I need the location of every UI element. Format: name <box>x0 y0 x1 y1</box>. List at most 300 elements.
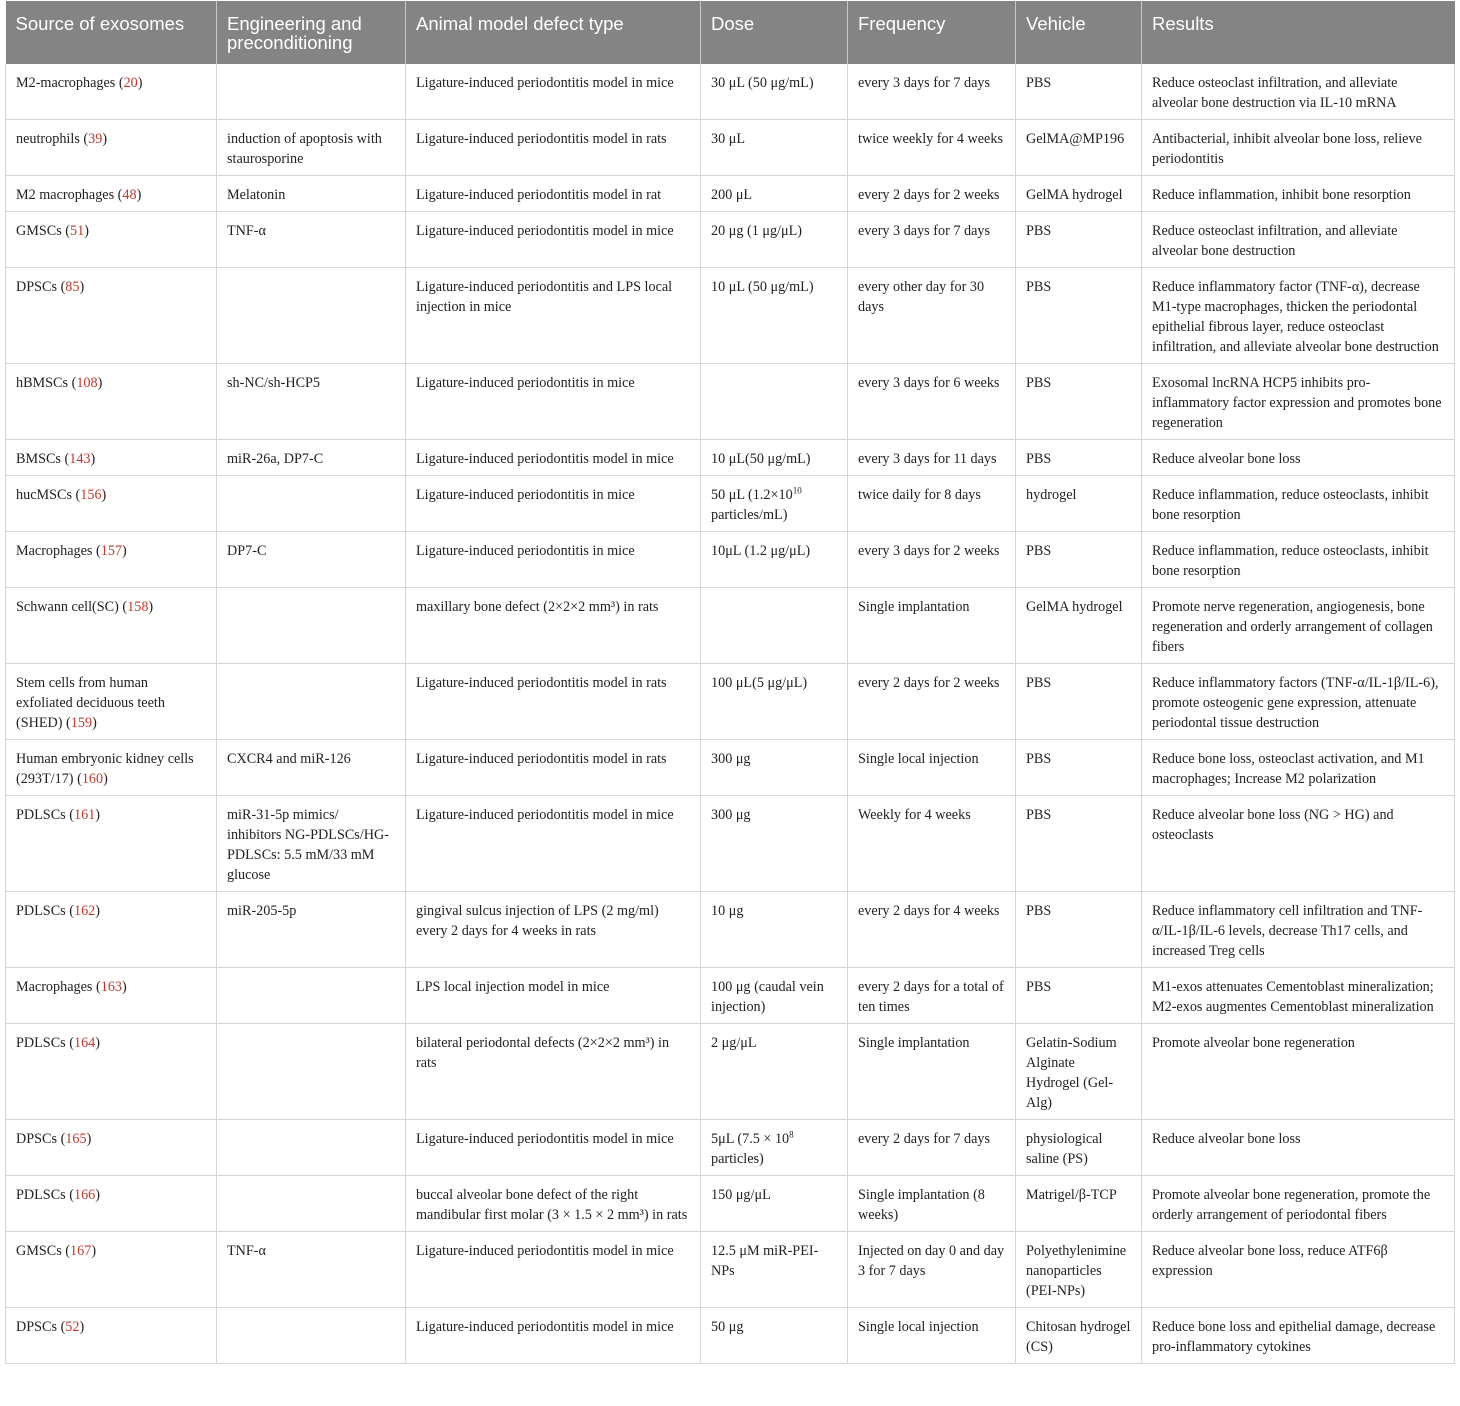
dose-cell <box>701 120 848 176</box>
results-cell <box>1142 1176 1455 1232</box>
results-text: Reduce inflammation, reduce osteoclasts, inhibit bone resorption <box>1152 487 1429 523</box>
source-name: Human embryonic kidney cells (293T/17) <box>16 751 194 787</box>
source-name: PDLSCs <box>16 903 66 919</box>
dose-cell <box>701 176 848 212</box>
table-row <box>6 440 1455 476</box>
frequency-cell <box>848 968 1016 1024</box>
results-text: Reduce inflammatory factor (TNF-α), decrease M1-type macrophages, thicken the periodontal epithelial fibrous layer, reduce osteoclast infiltration, and alleviate alveolar bone destruction <box>1152 279 1439 355</box>
model-cell <box>406 796 701 892</box>
model-text: buccal alveolar bone defect of the right mandibular first molar (3 × 1.5 × 2 mm³) in rats <box>416 1187 688 1223</box>
engineering-cell <box>217 476 406 532</box>
reference-link[interactable]: 163 <box>100 979 122 995</box>
dose-cell <box>701 1176 848 1232</box>
model-cell <box>406 968 701 1024</box>
reference-link[interactable]: 143 <box>69 451 91 467</box>
frequency-cell <box>848 364 1016 440</box>
dose-text: 300 μg <box>711 807 751 823</box>
engineering-cell <box>217 1308 406 1364</box>
source-name: DPSCs <box>16 1131 58 1147</box>
frequency-cell <box>848 892 1016 968</box>
dose-cell <box>701 1024 848 1120</box>
source-name: PDLSCs <box>16 1187 66 1203</box>
vehicle-text: PBS <box>1026 807 1052 823</box>
header-frequency: Frequency <box>848 1 1016 64</box>
engineering-cell <box>217 120 406 176</box>
model-text: LPS local injection model in mice <box>416 979 610 995</box>
source-name: M2 macrophages <box>16 187 115 203</box>
source-cell: PDLSCs (166) <box>6 1176 217 1232</box>
results-text: Promote alveolar bone regeneration, promote the orderly arrangement of periodontal fibers <box>1152 1187 1431 1223</box>
vehicle-cell <box>1016 176 1142 212</box>
model-text: Ligature-induced periodontitis model in mice <box>416 75 674 91</box>
engineering-text: CXCR4 and miR-126 <box>227 751 351 767</box>
vehicle-cell <box>1016 796 1142 892</box>
frequency-text: every 2 days for 2 weeks <box>858 187 1000 203</box>
vehicle-cell <box>1016 532 1142 588</box>
model-cell <box>406 740 701 796</box>
dose-text-post: particles/mL) <box>711 507 788 523</box>
model-text: maxillary bone defect (2×2×2 mm³) in rats <box>416 599 659 615</box>
dose-cell <box>701 968 848 1024</box>
reference-link[interactable]: 161 <box>73 807 96 823</box>
results-cell <box>1142 1120 1455 1176</box>
results-cell <box>1142 1308 1455 1364</box>
engineering-cell <box>217 968 406 1024</box>
frequency-cell <box>848 64 1016 120</box>
results-cell <box>1142 64 1455 120</box>
engineering-cell <box>217 1176 406 1232</box>
model-cell <box>406 440 701 476</box>
source-name: Macrophages <box>16 979 93 995</box>
dose-exponent: 10 <box>792 485 802 496</box>
source-cell: M2-macrophages (20) <box>6 64 217 120</box>
frequency-text: every 2 days for a total of ten times <box>858 979 1004 1015</box>
table-row <box>6 1308 1455 1364</box>
frequency-cell <box>848 268 1016 364</box>
source-cell: PDLSCs (161) <box>6 796 217 892</box>
results-cell <box>1142 212 1455 268</box>
reference-link[interactable]: 166 <box>73 1187 96 1203</box>
model-text: Ligature-induced periodontitis model in mice <box>416 451 674 467</box>
table-row <box>6 740 1455 796</box>
model-cell <box>406 892 701 968</box>
reference-link[interactable]: 164 <box>73 1035 96 1051</box>
dose-text: 50 μg <box>711 1319 744 1335</box>
dose-cell <box>701 796 848 892</box>
vehicle-text: Matrigel/β-TCP <box>1026 1187 1117 1203</box>
table-row <box>6 796 1455 892</box>
vehicle-text: PBS <box>1026 979 1052 995</box>
reference-link[interactable]: 48 <box>122 187 137 203</box>
frequency-cell <box>848 1232 1016 1308</box>
results-cell <box>1142 740 1455 796</box>
table-row <box>6 476 1455 532</box>
source-cell: M2 macrophages (48) <box>6 176 217 212</box>
header-vehicle: Vehicle <box>1016 1 1142 64</box>
dose-cell <box>701 1308 848 1364</box>
source-cell: GMSCs (51) <box>6 212 217 268</box>
source-name: DPSCs <box>16 279 58 295</box>
vehicle-text: GelMA hydrogel <box>1026 187 1123 203</box>
results-text: Reduce inflammatory cell infiltration and TNF-α/IL-1β/IL-6 levels, decrease Th17 cells, and increased Treg cells <box>1152 903 1423 959</box>
results-text: Reduce bone loss, osteoclast activation, and M1 macrophages; Increase M2 polarization <box>1152 751 1425 787</box>
reference-link[interactable]: 108 <box>76 375 98 391</box>
dose-exponent: 8 <box>789 1129 794 1140</box>
frequency-text: Single implantation <box>858 599 970 615</box>
source-cell: Macrophages (157) <box>6 532 217 588</box>
dose-text-pre: 5μL (7.5 × 10 <box>711 1131 790 1147</box>
reference-link[interactable]: 52 <box>65 1319 80 1335</box>
frequency-text: Single local injection <box>858 751 979 767</box>
table-row <box>6 176 1455 212</box>
dose-cell <box>701 64 848 120</box>
vehicle-cell <box>1016 740 1142 796</box>
source-name: Macrophages <box>16 543 93 559</box>
table-row <box>6 588 1455 664</box>
dose-cell <box>701 268 848 364</box>
dose-text: 10μL (1.2 μg/μL) <box>711 543 811 559</box>
engineering-cell <box>217 664 406 740</box>
dose-cell <box>701 1120 848 1176</box>
table-row <box>6 968 1455 1024</box>
reference-link[interactable]: 160 <box>81 771 104 787</box>
model-text: Ligature-induced periodontitis and LPS local injection in mice <box>416 279 673 315</box>
frequency-cell <box>848 176 1016 212</box>
table-row <box>6 64 1455 120</box>
results-text: Reduce alveolar bone loss <box>1152 451 1301 467</box>
model-text: bilateral periodontal defects (2×2×2 mm³) in rats <box>416 1035 670 1071</box>
source-name: BMSCs <box>16 451 61 467</box>
table-row <box>6 364 1455 440</box>
vehicle-text: PBS <box>1026 675 1052 691</box>
vehicle-cell <box>1016 1120 1142 1176</box>
vehicle-cell <box>1016 1232 1142 1308</box>
dose-cell <box>701 212 848 268</box>
results-text: Reduce inflammation, inhibit bone resorption <box>1152 187 1411 203</box>
frequency-text: Single local injection <box>858 1319 979 1335</box>
frequency-text: Single implantation (8 weeks) <box>858 1187 985 1223</box>
engineering-text: TNF-α <box>227 223 266 239</box>
vehicle-cell <box>1016 1024 1142 1120</box>
source-name: hucMSCs <box>16 487 72 503</box>
frequency-cell <box>848 796 1016 892</box>
results-cell <box>1142 176 1455 212</box>
results-cell <box>1142 268 1455 364</box>
exosome-therapy-table <box>5 1 1455 1364</box>
frequency-text: every 2 days for 7 days <box>858 1131 990 1147</box>
table-row <box>6 664 1455 740</box>
model-cell <box>406 1308 701 1364</box>
vehicle-cell <box>1016 268 1142 364</box>
engineering-cell <box>217 588 406 664</box>
source-cell: PDLSCs (162) <box>6 892 217 968</box>
vehicle-cell <box>1016 120 1142 176</box>
engineering-cell <box>217 1024 406 1120</box>
results-cell <box>1142 796 1455 892</box>
engineering-text: induction of apoptosis with staurosporine <box>227 131 382 167</box>
source-cell: GMSCs (167) <box>6 1232 217 1308</box>
results-text: Reduce inflammatory factors (TNF-α/IL-1β/IL-6), promote osteogenic gene expression, attenuate periodontal tissue destruction <box>1152 675 1439 731</box>
model-cell <box>406 268 701 364</box>
table-body <box>6 64 1455 1364</box>
frequency-text: Injected on day 0 and day 3 for 7 days <box>858 1243 1005 1279</box>
source-cell: Macrophages (163) <box>6 968 217 1024</box>
vehicle-text: GelMA hydrogel <box>1026 599 1123 615</box>
model-text: Ligature-induced periodontitis model in rats <box>416 131 667 147</box>
frequency-text: every 3 days for 11 days <box>858 451 997 467</box>
vehicle-cell <box>1016 476 1142 532</box>
header-source: Source of exosomes <box>6 1 217 64</box>
reference-link[interactable]: 165 <box>65 1131 87 1147</box>
dose-cell <box>701 740 848 796</box>
frequency-text: every 3 days for 7 days <box>858 223 990 239</box>
table-row <box>6 1120 1455 1176</box>
dose-text: 30 μL <box>711 131 746 147</box>
model-cell <box>406 588 701 664</box>
dose-cell <box>701 532 848 588</box>
frequency-text: twice daily for 8 days <box>858 487 981 503</box>
vehicle-cell <box>1016 1308 1142 1364</box>
source-name: GMSCs <box>16 1243 62 1259</box>
header-results: Results <box>1142 1 1455 64</box>
dose-cell <box>701 440 848 476</box>
model-cell <box>406 476 701 532</box>
vehicle-cell <box>1016 968 1142 1024</box>
model-text: Ligature-induced periodontitis in mice <box>416 375 635 391</box>
results-text: Reduce alveolar bone loss, reduce ATF6β expression <box>1152 1243 1388 1279</box>
vehicle-text: Chitosan hydrogel (CS) <box>1026 1319 1131 1355</box>
dose-text: 10 μL (50 μg/mL) <box>711 279 814 295</box>
dose-text: 300 μg <box>711 751 751 767</box>
engineering-text: sh-NC/sh-HCP5 <box>227 375 321 391</box>
results-cell <box>1142 588 1455 664</box>
model-cell <box>406 64 701 120</box>
frequency-cell <box>848 740 1016 796</box>
vehicle-cell <box>1016 364 1142 440</box>
results-cell <box>1142 892 1455 968</box>
table-header <box>6 1 1455 64</box>
model-text: Ligature-induced periodontitis in mice <box>416 543 635 559</box>
dose-cell <box>701 1232 848 1308</box>
model-text: Ligature-induced periodontitis model in mice <box>416 223 674 239</box>
table-row <box>6 268 1455 364</box>
engineering-cell <box>217 64 406 120</box>
frequency-cell <box>848 588 1016 664</box>
reference-link[interactable]: 85 <box>65 279 80 295</box>
model-cell <box>406 1176 701 1232</box>
model-cell <box>406 176 701 212</box>
frequency-cell <box>848 212 1016 268</box>
header-row <box>6 1 1455 64</box>
reference-link[interactable]: 159 <box>70 715 93 731</box>
source-cell: Stem cells from human exfoliated deciduous teeth (SHED) (159) <box>6 664 217 740</box>
vehicle-text: PBS <box>1026 223 1052 239</box>
vehicle-text: PBS <box>1026 75 1052 91</box>
model-cell <box>406 532 701 588</box>
reference-link[interactable]: 158 <box>127 599 149 615</box>
vehicle-text: PBS <box>1026 903 1052 919</box>
source-name: Schwann cell(SC) <box>16 599 119 615</box>
model-cell <box>406 212 701 268</box>
frequency-text: every 3 days for 7 days <box>858 75 990 91</box>
frequency-text: every 2 days for 2 weeks <box>858 675 1000 691</box>
reference-link[interactable]: 39 <box>88 131 103 147</box>
model-cell <box>406 364 701 440</box>
dose-text: 100 μg (caudal vein injection) <box>711 979 824 1015</box>
vehicle-text: PBS <box>1026 543 1052 559</box>
engineering-cell <box>217 268 406 364</box>
source-cell: PDLSCs (164) <box>6 1024 217 1120</box>
engineering-text: TNF-α <box>227 1243 266 1259</box>
source-cell: DPSCs (165) <box>6 1120 217 1176</box>
model-text: Ligature-induced periodontitis model in mice <box>416 1131 674 1147</box>
results-cell <box>1142 120 1455 176</box>
frequency-cell <box>848 532 1016 588</box>
frequency-cell <box>848 476 1016 532</box>
reference-link[interactable]: 156 <box>80 487 102 503</box>
frequency-cell <box>848 1176 1016 1232</box>
header-engineering: Engineering and preconditioning <box>217 1 406 64</box>
frequency-text: every other day for 30 days <box>858 279 985 315</box>
dose-text: 12.5 μM miR-PEI-NPs <box>711 1243 819 1279</box>
frequency-text: twice weekly for 4 weeks <box>858 131 1003 147</box>
results-text: Reduce osteoclast infiltration, and alleviate alveolar bone destruction via IL-10 mRNA <box>1152 75 1398 111</box>
results-cell <box>1142 364 1455 440</box>
model-text: Ligature-induced periodontitis model in mice <box>416 1319 674 1335</box>
dose-text: 100 μL(5 μg/μL) <box>711 675 808 691</box>
frequency-text: every 3 days for 6 weeks <box>858 375 1000 391</box>
vehicle-text: Polyethylenimine nanoparticles (PEI-NPs) <box>1026 1243 1127 1299</box>
results-text: M1-exos attenuates Cementoblast mineralization; M2-exos augmentes Cementoblast mineralization <box>1152 979 1434 1015</box>
frequency-cell <box>848 120 1016 176</box>
reference-link[interactable]: 20 <box>123 75 138 91</box>
vehicle-text: PBS <box>1026 451 1052 467</box>
results-text: Promote alveolar bone regeneration <box>1152 1035 1355 1051</box>
results-text: Reduce alveolar bone loss <box>1152 1131 1301 1147</box>
vehicle-cell <box>1016 664 1142 740</box>
engineering-cell <box>217 440 406 476</box>
engineering-cell <box>217 796 406 892</box>
results-text: Exosomal lncRNA HCP5 inhibits pro-inflammatory factor expression and promotes bone regeneration <box>1152 375 1442 431</box>
source-name: PDLSCs <box>16 807 66 823</box>
model-text: Ligature-induced periodontitis model in rat <box>416 187 662 203</box>
engineering-text: Melatonin <box>227 187 286 203</box>
frequency-text: Single implantation <box>858 1035 970 1051</box>
results-cell <box>1142 664 1455 740</box>
table-row <box>6 120 1455 176</box>
results-cell <box>1142 532 1455 588</box>
frequency-cell <box>848 1024 1016 1120</box>
dose-cell <box>701 476 848 532</box>
results-cell <box>1142 968 1455 1024</box>
table-row <box>6 532 1455 588</box>
table-row <box>6 1024 1455 1120</box>
table-row <box>6 212 1455 268</box>
model-cell <box>406 664 701 740</box>
source-name: neutrophils <box>16 131 80 147</box>
dose-cell <box>701 588 848 664</box>
dose-text: 20 μg (1 μg/μL) <box>711 223 802 239</box>
dose-text: 10 μL(50 μg/mL) <box>711 451 811 467</box>
reference-link[interactable]: 167 <box>70 1243 92 1259</box>
model-text: Ligature-induced periodontitis model in mice <box>416 807 674 823</box>
dose-cell <box>701 364 848 440</box>
source-cell: DPSCs (85) <box>6 268 217 364</box>
source-name: M2-macrophages <box>16 75 116 91</box>
vehicle-text: PBS <box>1026 751 1052 767</box>
source-cell: Human embryonic kidney cells (293T/17) (160) <box>6 740 217 796</box>
frequency-text: every 2 days for 4 weeks <box>858 903 1000 919</box>
engineering-text: miR-31-5p mimics/ inhibitors NG-PDLSCs/HG-PDLSCs: 5.5 mM/33 mM glucose <box>227 807 389 883</box>
engineering-text: miR-26a, DP7-C <box>227 451 324 467</box>
table-row <box>6 1176 1455 1232</box>
results-text: Reduce bone loss and epithelial damage, decrease pro-inflammatory cytokines <box>1152 1319 1436 1355</box>
engineering-cell <box>217 364 406 440</box>
exosome-table-container <box>5 1 1454 1364</box>
frequency-text: Weekly for 4 weeks <box>858 807 971 823</box>
dose-text: 10 μg <box>711 903 744 919</box>
vehicle-cell <box>1016 212 1142 268</box>
vehicle-text: hydrogel <box>1026 487 1077 503</box>
engineering-cell <box>217 740 406 796</box>
model-cell <box>406 1120 701 1176</box>
model-cell <box>406 120 701 176</box>
source-cell: DPSCs (52) <box>6 1308 217 1364</box>
vehicle-text: PBS <box>1026 279 1052 295</box>
vehicle-text: GelMA@MP196 <box>1026 131 1125 147</box>
engineering-cell <box>217 1120 406 1176</box>
model-text: Ligature-induced periodontitis model in rats <box>416 751 667 767</box>
reference-link[interactable]: 51 <box>70 223 85 239</box>
vehicle-cell <box>1016 1176 1142 1232</box>
header-model: Animal model defect type <box>406 1 701 64</box>
engineering-cell <box>217 892 406 968</box>
source-cell: hucMSCs (156) <box>6 476 217 532</box>
model-text: gingival sulcus injection of LPS (2 mg/ml) every 2 days for 4 weeks in rats <box>416 903 659 939</box>
engineering-cell <box>217 1232 406 1308</box>
model-cell <box>406 1232 701 1308</box>
model-cell <box>406 1024 701 1120</box>
engineering-cell <box>217 176 406 212</box>
dose-text: 150 μg/μL <box>711 1187 771 1203</box>
results-text: Reduce alveolar bone loss (NG > HG) and osteoclasts <box>1152 807 1394 843</box>
frequency-cell <box>848 1120 1016 1176</box>
vehicle-text: Gelatin-Sodium Alginate Hydrogel (Gel-Alg) <box>1026 1035 1117 1111</box>
results-text: Reduce inflammation, reduce osteoclasts, inhibit bone resorption <box>1152 543 1429 579</box>
dose-text: 2 μg/μL <box>711 1035 757 1051</box>
reference-link[interactable]: 162 <box>73 903 96 919</box>
dose-text-pre: 50 μL (1.2×10 <box>711 487 793 503</box>
source-name: PDLSCs <box>16 1035 66 1051</box>
source-name: hBMSCs <box>16 375 69 391</box>
dose-text-post: particles) <box>711 1151 764 1167</box>
vehicle-cell <box>1016 588 1142 664</box>
results-text: Antibacterial, inhibit alveolar bone loss, relieve periodontitis <box>1152 131 1422 167</box>
engineering-text: miR-205-5p <box>227 903 297 919</box>
vehicle-cell <box>1016 64 1142 120</box>
engineering-cell <box>217 532 406 588</box>
table-row <box>6 892 1455 968</box>
results-cell <box>1142 476 1455 532</box>
source-name: Stem cells from human exfoliated deciduous teeth (SHED) <box>16 675 165 731</box>
frequency-cell <box>848 664 1016 740</box>
results-cell <box>1142 440 1455 476</box>
source-name: DPSCs <box>16 1319 58 1335</box>
reference-link[interactable]: 157 <box>100 543 122 559</box>
header-dose: Dose <box>701 1 848 64</box>
model-text: Ligature-induced periodontitis model in mice <box>416 1243 674 1259</box>
model-text: Ligature-induced periodontitis in mice <box>416 487 635 503</box>
